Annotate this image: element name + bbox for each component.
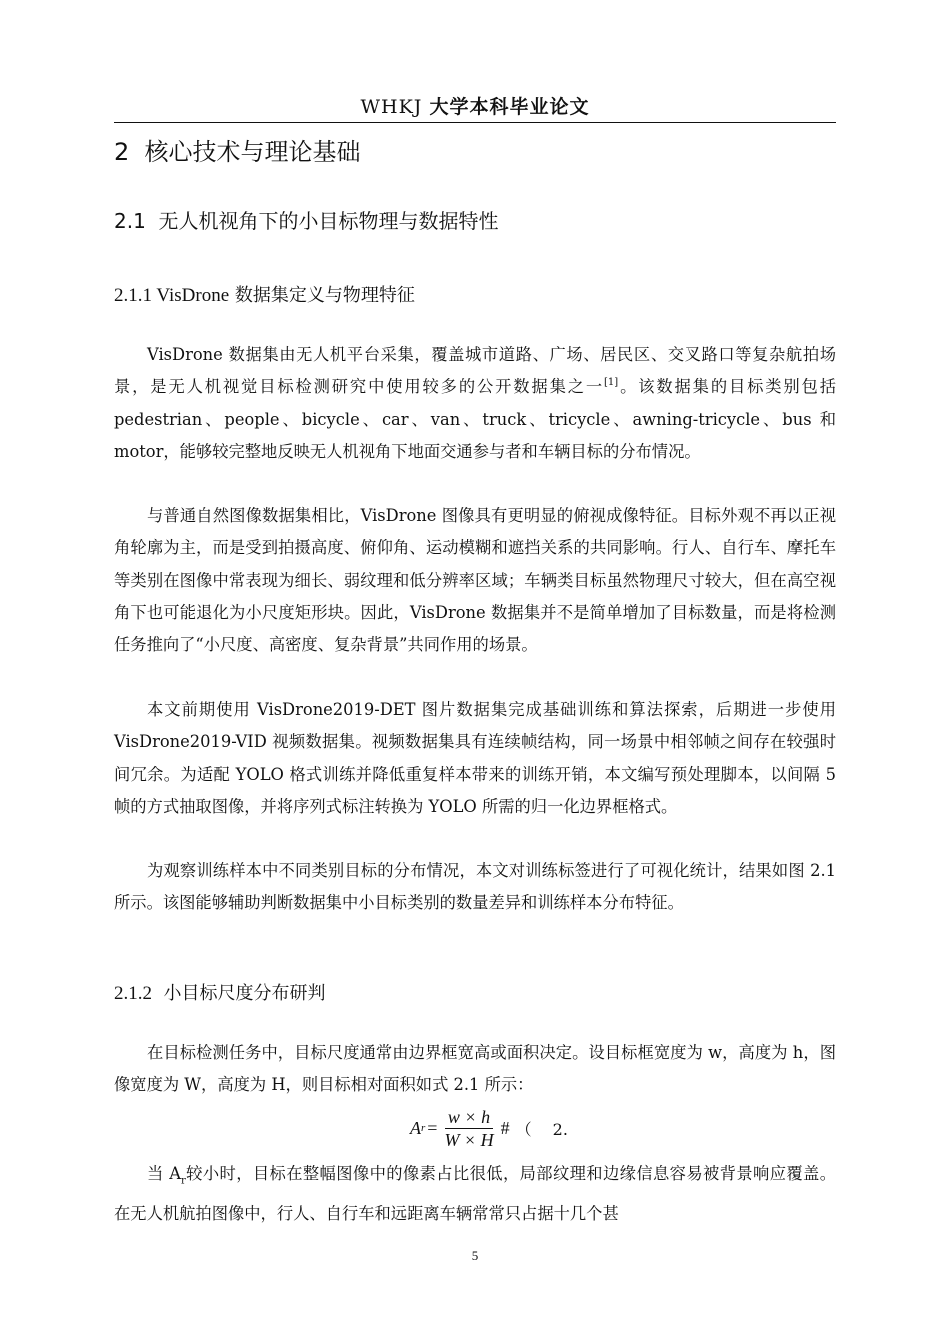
header-title: 大学本科毕业论文 [429,96,590,118]
paragraph-3: 本文前期使用 VisDrone2019-DET 图片数据集完成基础训练和算法探索，后期进一步使用 VisDrone2019-VID 视频数据集。视频数据集具有连续帧结构，同一场景中相邻帧之间存在较强时间冗余。为适配 YOLO 格式训练并降低重复样本带来的训练开销，本文编写预处理脚本，以间隔 5 帧的方式抽取图像，并将序列式标注转换为 YOLO 所需的归一化边界框格式。 [114,700,836,816]
equation-lhs: A [410,1117,421,1138]
paragraph-6-subscript: r [181,1175,186,1187]
paragraph-5: 在目标检测任务中，目标尺度通常由边界框宽高或面积决定。设目标框宽度为 w，高度为 h，图像宽度为 W，高度为 H，则目标相对面积如式 2.1 所示： [114,1043,836,1095]
section-title: 无人机视角下的小目标物理与数据特性 [158,209,499,233]
equation-denominator: W × H [444,1129,494,1150]
paragraph-1-text-b: 。该数据集的目标类别包括 pedestrian、people、bicycle、car、van、truck、tricycle、awning-tricycle、bus 和 motor，能够较完整地反映无人机视角下地面交通参与者和车辆目标的分布情况。 [114,377,836,461]
equation-fraction [441,1106,496,1151]
page-header [114,94,836,123]
paragraph-1-text-a: VisDrone 数据集由无人机平台采集，覆盖城市道路、广场、居民区、交叉路口等复杂航拍场景，是无人机视觉目标检测研究中使用较多的公开数据集之一 [114,345,836,397]
page-number: 5 [471,1248,479,1263]
paragraph-1 [114,339,836,468]
paragraph-6-text-a: 当 A [147,1164,181,1183]
equation-tag: # [500,1117,510,1138]
chapter-heading [114,134,836,170]
subsection-title: 小目标尺度分布研判 [163,983,326,1004]
chapter-number: 2 [114,138,130,166]
paragraph-2: 与普通自然图像数据集相比，VisDrone 图像具有更明显的俯视成像特征。目标外观不再以正视角轮廓为主，而是受到拍摄高度、俯仰角、运动模糊和遮挡关系的共同影响。行人、自行车、摩托车等类别在图像中常表现为细长、弱纹理和低分辨率区域；车辆类目标虽然物理尺寸较大，但在高空视角下也可能退化为小尺度矩形块。因此，VisDrone 数据集并不是简单增加了目标数量，而是将检测任务推向了“小尺度、高密度、复杂背景”共同作用的场景。 [114,506,836,655]
subsection-title: 数据集定义与物理特征 [234,285,415,306]
paragraph-6-text-b: 较小时，目标在整幅图像中的像素占比很低，局部纹理和边缘信息容易被背景响应覆盖。在无人机航拍图像中，行人、自行车和远距离车辆常常只占据十几个甚 [114,1164,836,1223]
equation-numerator: w × h [445,1106,493,1129]
subsection-heading-2-1-2 [114,979,836,1009]
citation-1: [1] [604,377,619,389]
equation-2-1 [410,1104,568,1152]
paragraph-4: 为观察训练样本中不同类别目标的分布情况，本文对训练标签进行了可视化统计，结果如图 2.1 所示。该图能够辅助判断数据集中小目标类别的数量差异和训练样本分布特征。 [114,861,836,913]
subsection-number: 2.1.2 [114,983,152,1004]
section-heading-2-1 [114,205,836,237]
paragraph-6 [114,1158,836,1230]
subsection-heading-2-1-1 [114,281,836,311]
equation-equals: = [427,1117,438,1138]
equation-lhs-subscript: r [421,1122,426,1134]
chapter-title: 核心技术与理论基础 [144,138,361,166]
header-school: WHKJ [360,96,423,118]
subsection-number: 2.1.1 VisDrone [114,285,230,306]
section-number: 2.1 [114,209,146,233]
equation-number: （ 2. [515,1119,568,1139]
